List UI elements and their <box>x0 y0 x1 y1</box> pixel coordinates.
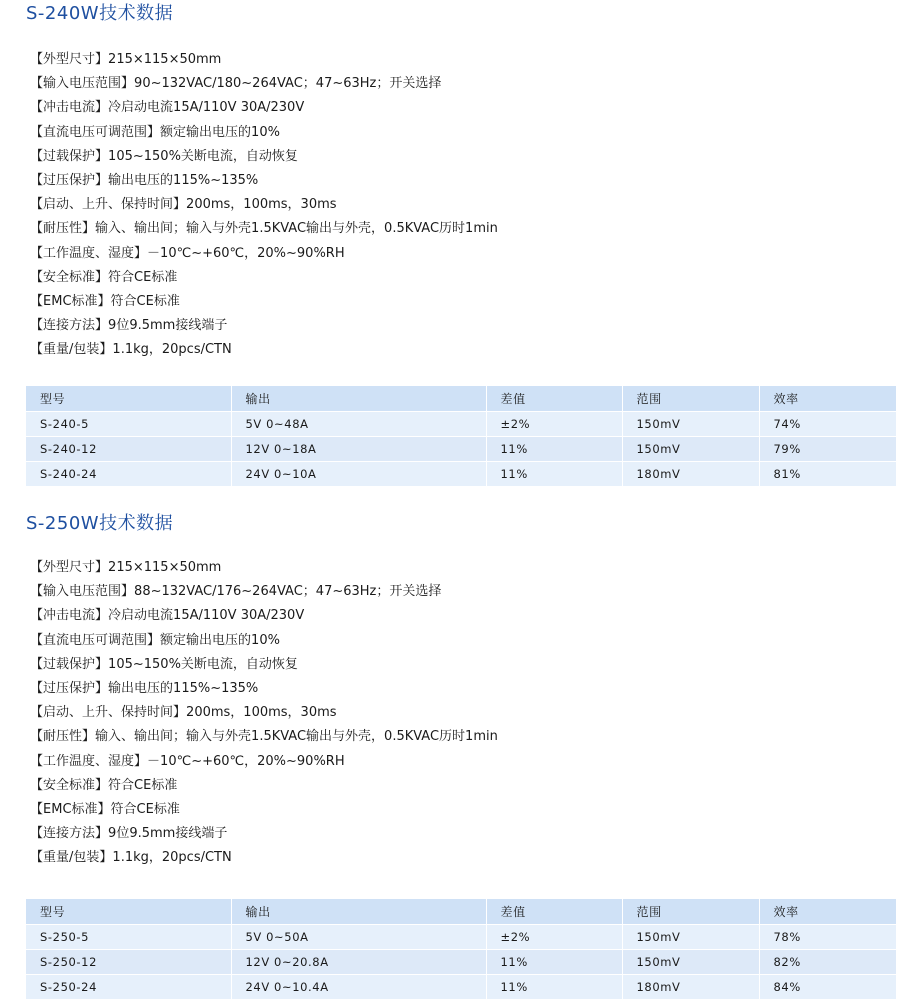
spec-item <box>30 774 498 798</box>
spec-label: 【 重量/包装 】 <box>30 850 112 865</box>
spec-value: 输入、输出间；输入与外壳1.5KVAC输出与外壳，0.5KVAC历时1min <box>95 729 498 745</box>
spec-value: 215×115×50mm <box>108 560 222 575</box>
spec-label: 【 直流电压可调范围 】 <box>30 633 160 648</box>
spec-item <box>30 822 498 846</box>
spec-label: 【 过压保护 】 <box>30 173 108 188</box>
table-cell: 81% <box>759 462 896 487</box>
table-cell: 79% <box>759 437 896 462</box>
table-row <box>26 462 896 487</box>
column-header: 型号 <box>26 386 231 412</box>
spec-value: 200ms，100ms，30ms <box>186 197 337 213</box>
spec-value: 符合CE标准 <box>108 269 178 285</box>
spec-value: 1.1kg，20pcs/CTN <box>112 342 232 358</box>
spec-label: 【 安全标准 】 <box>30 270 108 285</box>
spec-item <box>30 556 498 580</box>
spec-value: 符合CE标准 <box>108 777 178 793</box>
spec-label: 【 过载保护 】 <box>30 657 108 672</box>
spec-label: 【 连接方法 】 <box>30 826 108 841</box>
table-cell: 150mV <box>622 925 759 950</box>
spec-value: 输出电压的115%~135% <box>108 172 259 188</box>
table-row <box>26 925 896 950</box>
table-cell: ±2% <box>486 412 622 437</box>
column-header: 范围 <box>622 386 759 412</box>
spec-label: 【 外型尺寸 】 <box>30 560 108 575</box>
spec-value: 105~150%关断电流，自动恢复 <box>108 148 298 164</box>
spec-item <box>30 629 498 653</box>
table-cell: S-240-12 <box>26 437 231 462</box>
spec-item <box>30 338 498 362</box>
table-cell: 150mV <box>622 412 759 437</box>
spec-value: 符合CE标准 <box>110 293 180 309</box>
spec-value: 105~150%关断电流，自动恢复 <box>108 656 298 672</box>
spec-label: 【 启动、上升、保持时间 】 <box>30 705 186 720</box>
table-row <box>26 950 896 975</box>
spec-item <box>30 750 498 774</box>
spec-label: 【 冲击电流 】 <box>30 100 108 115</box>
spec-label: 【 过压保护 】 <box>30 681 108 696</box>
spec-item <box>30 604 498 628</box>
spec-value: 90~132VAC/180~264VAC；47~63Hz；开关选择 <box>134 76 442 92</box>
table-cell: 24V 0~10.4A <box>231 975 486 1000</box>
spec-item <box>30 701 498 725</box>
table-cell: 11% <box>486 950 622 975</box>
spec-label: 【 外型尺寸 】 <box>30 52 108 67</box>
spec-item <box>30 242 498 266</box>
spec-item <box>30 193 498 217</box>
spec-item <box>30 266 498 290</box>
table-cell: 74% <box>759 412 896 437</box>
spec-item <box>30 121 498 145</box>
table-cell: 11% <box>486 437 622 462</box>
table-cell: 78% <box>759 925 896 950</box>
spec-value: 88~132VAC/176~264VAC；47~63Hz；开关选择 <box>134 584 442 600</box>
table-cell: 11% <box>486 975 622 1000</box>
table-cell: S-240-24 <box>26 462 231 487</box>
column-header: 差值 <box>486 899 622 925</box>
spec-list <box>30 556 498 870</box>
table-row <box>26 437 896 462</box>
column-header: 效率 <box>759 386 896 412</box>
spec-label: 【 工作温度、湿度 】 <box>30 246 147 261</box>
column-header: 范围 <box>622 899 759 925</box>
spec-item <box>30 169 498 193</box>
model-table <box>26 386 896 486</box>
section-title: S-250W技术数据 <box>26 513 174 534</box>
spec-item <box>30 96 498 120</box>
table-cell: 150mV <box>622 437 759 462</box>
spec-label: 【 连接方法 】 <box>30 318 108 333</box>
table-cell: 82% <box>759 950 896 975</box>
table-row <box>26 975 896 1000</box>
spec-label: 【 启动、上升、保持时间 】 <box>30 197 186 212</box>
spec-label: 【 输入电压范围 】 <box>30 584 134 599</box>
spec-label: 【 耐压性 】 <box>30 729 95 744</box>
column-header: 效率 <box>759 899 896 925</box>
spec-label: 【 工作温度、湿度 】 <box>30 754 147 769</box>
table-cell: 150mV <box>622 950 759 975</box>
section-title: S-240W技术数据 <box>26 3 174 24</box>
spec-label: 【 直流电压可调范围 】 <box>30 125 160 140</box>
table-row <box>26 412 896 437</box>
spec-item <box>30 72 498 96</box>
spec-item <box>30 653 498 677</box>
spec-item <box>30 798 498 822</box>
table-cell: 180mV <box>622 975 759 1000</box>
spec-value: 输出电压的115%~135% <box>108 680 259 696</box>
spec-value: －10℃~+60℃，20%~90%RH <box>147 753 345 769</box>
spec-label: 【 EMC标准 】 <box>30 294 111 309</box>
spec-item <box>30 314 498 338</box>
spec-item <box>30 846 498 870</box>
table-cell: S-250-24 <box>26 975 231 1000</box>
table-cell: ±2% <box>486 925 622 950</box>
table-cell: 180mV <box>622 462 759 487</box>
model-table <box>26 899 896 999</box>
spec-label: 【 重量/包装 】 <box>30 342 112 357</box>
table-cell: 84% <box>759 975 896 1000</box>
spec-label: 【 过载保护 】 <box>30 149 108 164</box>
table-cell: 11% <box>486 462 622 487</box>
table-cell: 5V 0~50A <box>231 925 486 950</box>
spec-item <box>30 580 498 604</box>
spec-value: 9位9.5mm接线端子 <box>108 826 228 842</box>
table-header-row <box>26 386 896 412</box>
spec-value: 9位9.5mm接线端子 <box>108 318 228 334</box>
table-cell: 5V 0~48A <box>231 412 486 437</box>
spec-value: 215×115×50mm <box>108 52 222 67</box>
spec-value: 冷启动电流15A/110V 30A/230V <box>108 100 305 116</box>
spec-item <box>30 677 498 701</box>
spec-value: 1.1kg，20pcs/CTN <box>112 850 232 866</box>
table-cell: 12V 0~20.8A <box>231 950 486 975</box>
table-cell: S-250-5 <box>26 925 231 950</box>
spec-value: 冷启动电流15A/110V 30A/230V <box>108 608 305 624</box>
column-header: 输出 <box>231 386 486 412</box>
column-header: 输出 <box>231 899 486 925</box>
spec-label: 【 安全标准 】 <box>30 778 108 793</box>
table-cell: S-240-5 <box>26 412 231 437</box>
table-header-row <box>26 899 896 925</box>
spec-item <box>30 725 498 749</box>
column-header: 型号 <box>26 899 231 925</box>
column-header: 差值 <box>486 386 622 412</box>
spec-value: －10℃~+60℃，20%~90%RH <box>147 245 345 261</box>
spec-label: 【 EMC标准 】 <box>30 802 111 817</box>
spec-label: 【 耐压性 】 <box>30 221 95 236</box>
spec-item <box>30 48 498 72</box>
spec-item <box>30 290 498 314</box>
table-cell: 24V 0~10A <box>231 462 486 487</box>
spec-value: 200ms，100ms，30ms <box>186 705 337 721</box>
spec-label: 【 冲击电流 】 <box>30 608 108 623</box>
table-cell: S-250-12 <box>26 950 231 975</box>
table-cell: 12V 0~18A <box>231 437 486 462</box>
spec-value: 额定输出电压的10% <box>160 124 280 140</box>
spec-list <box>30 48 498 362</box>
spec-value: 额定输出电压的10% <box>160 632 280 648</box>
spec-label: 【 输入电压范围 】 <box>30 76 134 91</box>
spec-value: 输入、输出间；输入与外壳1.5KVAC输出与外壳，0.5KVAC历时1min <box>95 221 498 237</box>
spec-item <box>30 217 498 241</box>
spec-item <box>30 145 498 169</box>
spec-value: 符合CE标准 <box>110 801 180 817</box>
